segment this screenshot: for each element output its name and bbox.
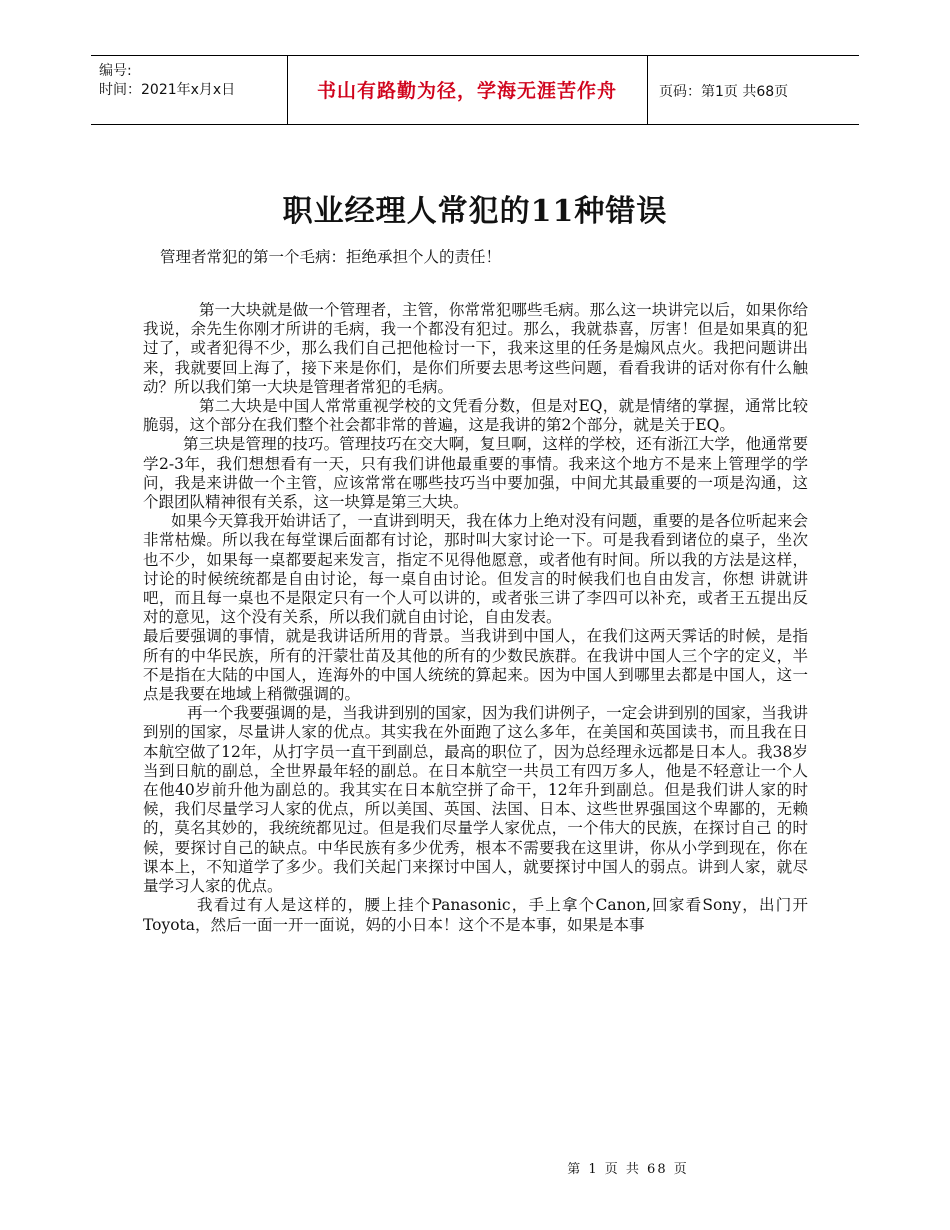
document-number-label: 编号:: [99, 63, 132, 79]
document-body: [143, 301, 808, 935]
document-title: 职业经理人常犯的11种错误: [282, 194, 668, 229]
header-divider-right: [647, 56, 648, 124]
paragraph-5: 最后要强调的事情，就是我讲话所用的背景。当我讲到中国人，在我们这两天霁话的时候，是指所有的中华民族，所有的汗蒙壮苗及其他的所有的少数民族群。在我讲中国人三个字的定义，半不是指在大陆的中国人，连海外的中国人统统的算起来。因为中国人到哪里去都是中国人，这一点是我要在地域上稍微强调的。: [143, 627, 808, 704]
paragraph-3: 第三块是管理的技巧。管理技巧在交大啊，复旦啊，这样的学校，还有浙江大学，他通常要学2-3年，我们想想看有一天，只有我们讲他最重要的事情。我来这个地方不是来上管理学的学问，我是来讲做一个主管，应该常常在哪些技巧当中要加强，中间尤其最重要的一项是沟通，这个跟团队精神很有关系，这一块算是第三大块。: [143, 435, 808, 512]
header-page-info: 页码：第1页 共68页: [659, 84, 789, 100]
paragraph-4: 如果今天算我开始讲话了，一直讲到明天，我在体力上绝对没有问题，重要的是各位听起来会非常枯燥。所以我在每堂课后面都有讨论，那时叫大家讨论一下。可是我看到诸位的桌子，坐次也不少，如果每一桌都要起来发言，指定不见得他愿意，或者他有时间。所以我的方法是这样，讨论的时候统统都是自由讨论，每一桌自由讨论。但发言的时候我们也自由发言，你想 讲就讲吧，而且每一桌也不是限定只有一个人可以讲的，或者张三讲了李四可以补充，或者王五提出反对的意见，这个没有关系，所以我们就自由讨论，自由发表。: [143, 512, 808, 627]
paragraph-1: 第一大块就是做一个管理者，主管，你常常犯哪些毛病。那么这一块讲完以后，如果你给我说，余先生你刚才所讲的毛病，我一个都没有犯过。那么，我就恭喜，厉害！但是如果真的犯过了，或者犯得不少，那么我们自己把他检讨一下，我来这里的任务是煽风点火。我把问题讲出来，我就要回上海了，接下来是你们，是你们所要去思考这些问题，看看我讲的话对你有什么触动？所以我们第一大块是管理者常犯的毛病。: [143, 301, 808, 396]
header-meta: [99, 62, 235, 100]
page-header: [91, 55, 859, 125]
paragraph-7: 我看过有人是这样的，腰上挂个Panasonic，手上拿个Canon,回家看Sony，出门开Toyota，然后一面一开一面说，妈的小日本！这个不是本事，如果是本事: [143, 896, 808, 934]
page-footer: 第 1 页 共 68 页: [567, 1162, 689, 1177]
header-motto: 书山有路勤为径，学海无涯苦作舟: [316, 80, 617, 102]
paragraph-6: 再一个我要强调的是，当我讲到别的国家，因为我们讲例子，一定会讲到别的国家，当我讲到别的国家，尽量讲人家的优点。其实我在外面跑了这么多年，在美国和英国读书，而且我在日本航空做了12年，从打字员一直干到副总，最高的职位了，因为总经理永远都是日本人。我38岁当到日航的副总，全世界最年轻的副总。在日本航空一共员工有四万多人，他是不轻意让一个人在他40岁前升他为副总的。我其实在日本航空拼了命干，12年升到副总。但是我们讲人家的时候，我们尽量学习人家的优点，所以美国、英国、法国、日本、这些世界强国这个卑鄙的，无赖的，莫名其妙的，我统统都见过。但是我们尽量学人家优点，一个伟大的民族，在探讨自己 的时候，要探讨自己的缺点。中华民族有多少优秀，根本不需要我在这里讲，你从小学到现在，你在课本上，不知道学了多少。我们关起门来探讨中国人，就要探讨中国人的弱点。讲到人家，就尽量学习人家的优点。: [143, 704, 808, 896]
document-subtitle: 管理者常犯的第一个毛病：拒绝承担个人的责任！: [160, 248, 502, 266]
document-date: 时间：2021年x月x日: [99, 82, 236, 98]
paragraph-2: 第二大块是中国人常常重视学校的文凭看分数，但是对EQ，就是情绪的掌握，通常比较脆弱，这个部分在我们整个社会都非常的普遍，这是我讲的第2个部分，就是关于EQ。: [143, 397, 808, 435]
